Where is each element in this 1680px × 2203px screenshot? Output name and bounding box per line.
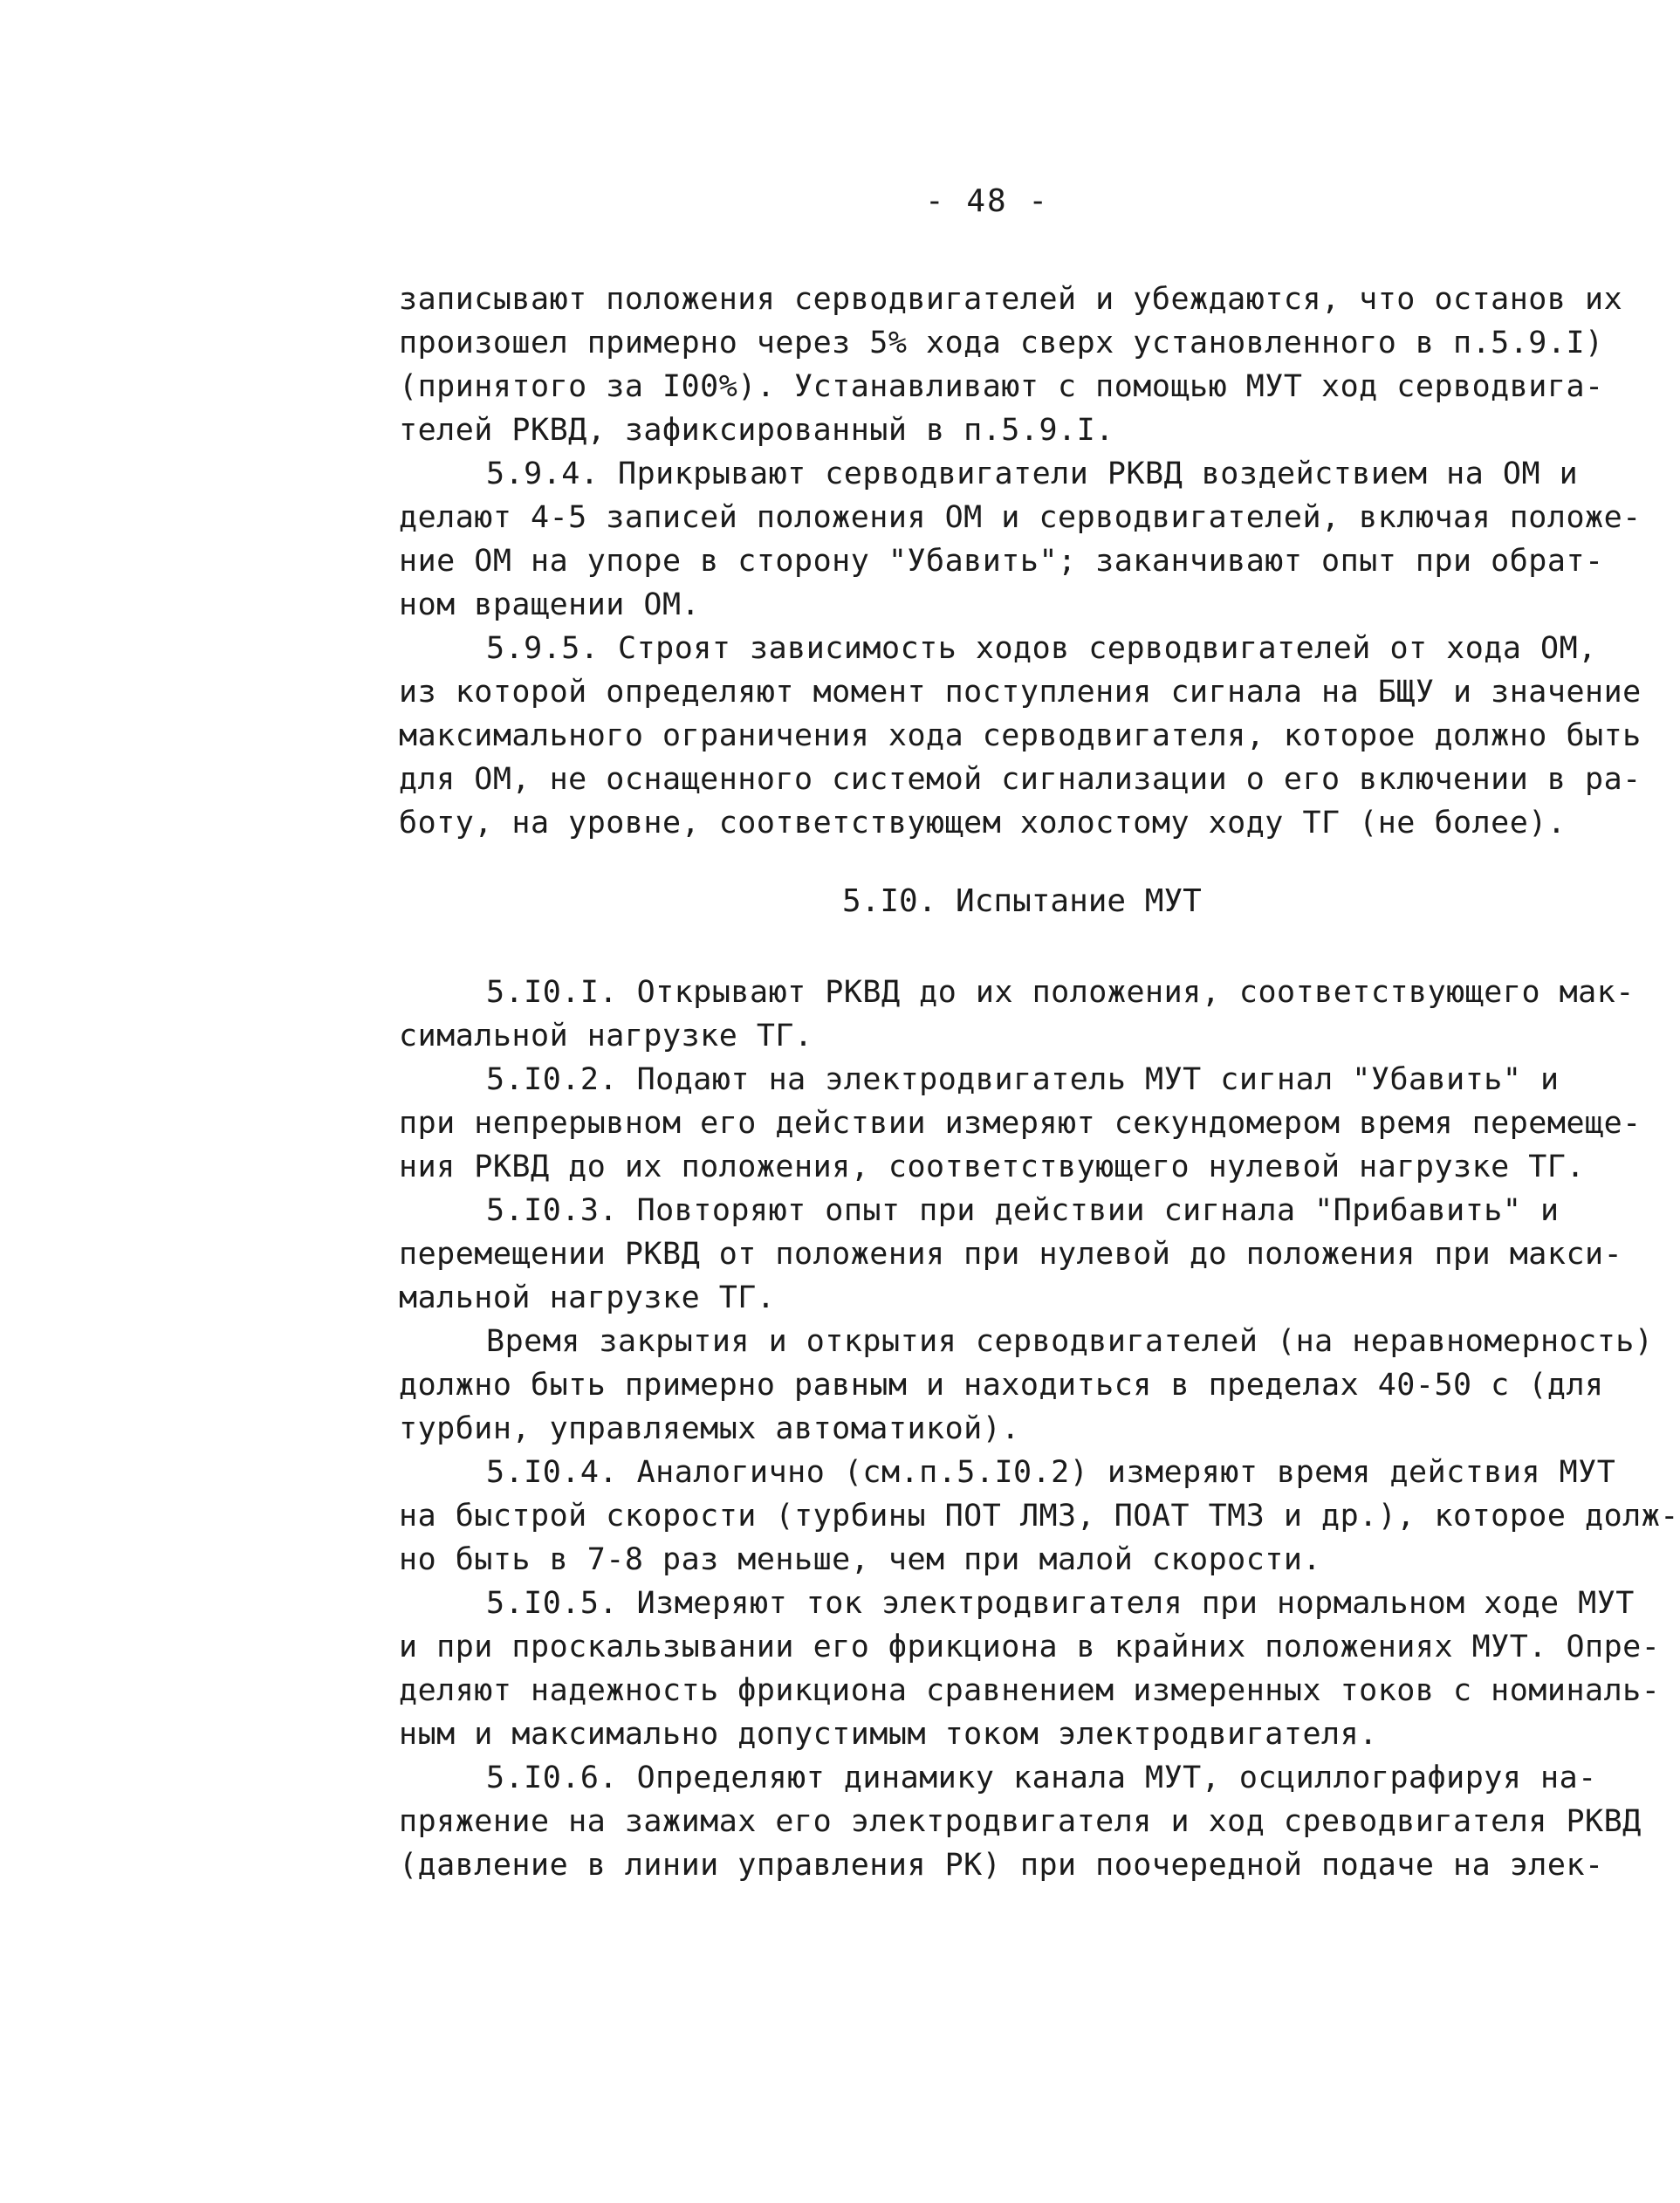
text-line: пряжение на зажимах его электродвигателя и ход среводвигателя РКВД bbox=[399, 1804, 1642, 1839]
section-heading: 5.I0. Испытание МУТ bbox=[842, 883, 1202, 919]
text-line: ние ОМ на упоре в сторону "Убавить"; заканчивают опыт при обрат- bbox=[399, 544, 1604, 579]
text-line: на быстрой скорости (турбины ПОТ ЛМЗ, ПОАТ ТМЗ и др.), которое долж- bbox=[399, 1499, 1679, 1534]
paragraph-start: 5.I0.4. Аналогично (см.п.5.I0.2) измеряют время действия МУТ bbox=[486, 1455, 1616, 1490]
text-line: должно быть примерно равным и находиться в пределах 40-50 с (для bbox=[399, 1368, 1604, 1403]
paragraph-start: 5.I0.3. Повторяют опыт при действии сигнала "Прибавить" и bbox=[486, 1193, 1560, 1228]
text-line: мальной нагрузке ТГ. bbox=[399, 1280, 776, 1315]
text-line: для ОМ, не оснащенного системой сигнализации о его включении в ра- bbox=[399, 762, 1642, 797]
text-line: симальной нагрузке ТГ. bbox=[399, 1019, 813, 1053]
text-line: (принятого за I00%). Устанавливают с помощью МУТ ход серводвига- bbox=[399, 369, 1604, 404]
text-line: ным и максимально допустимым током электродвигателя. bbox=[399, 1717, 1378, 1752]
paragraph-start: 5.9.5. Строят зависимость ходов серводвигателей от хода ОМ, bbox=[486, 631, 1597, 666]
text-line: делают 4-5 записей положения ОМ и серводвигателей, включая положе- bbox=[399, 500, 1642, 535]
text-line: записывают положения серводвигателей и убеждаются, что останов их bbox=[399, 282, 1623, 317]
paragraph-start: Время закрытия и открытия серводвигателей (на неравномерность) bbox=[486, 1324, 1654, 1359]
paragraph-start: 5.I0.I. Открывают РКВД до их положения, соответствующего мак- bbox=[486, 975, 1635, 1010]
paragraph-start: 5.9.4. Прикрывают серводвигатели РКВД воздействием на ОМ и bbox=[486, 456, 1579, 491]
text-line: при непрерывном его действии измеряют секундомером время перемеще- bbox=[399, 1106, 1642, 1141]
text-line: ном вращении ОМ. bbox=[399, 587, 701, 622]
paragraph-start: 5.I0.2. Подают на электродвигатель МУТ сигнал "Убавить" и bbox=[486, 1062, 1560, 1097]
text-line: телей РКВД, зафиксированный в п.5.9.I. bbox=[399, 413, 1114, 448]
page-number: - 48 - bbox=[925, 183, 1050, 219]
text-line: (давление в линии управления РК) при поочередной подаче на элек- bbox=[399, 1848, 1604, 1883]
text-line: максимального ограничения хода серводвигателя, которое должно быть bbox=[399, 718, 1642, 753]
text-line: произошел примерно через 5% хода сверх установленного в п.5.9.I) bbox=[399, 326, 1604, 360]
text-line: перемещении РКВД от положения при нулевой до положения при макси- bbox=[399, 1237, 1623, 1272]
text-line: но быть в 7-8 раз меньше, чем при малой скорости. bbox=[399, 1542, 1322, 1577]
text-line: и при проскальзывании его фрикциона в крайних положениях МУТ. Опре- bbox=[399, 1630, 1661, 1664]
text-line: из которой определяют момент поступления сигнала на БЩУ и значение bbox=[399, 675, 1642, 710]
text-line: деляют надежность фрикциона сравнением измеренных токов с номиналь- bbox=[399, 1673, 1661, 1708]
text-line: боту, на уровне, соответствующем холостому ходу ТГ (не более). bbox=[399, 806, 1567, 841]
text-line: турбин, управляемых автоматикой). bbox=[399, 1411, 1020, 1446]
paragraph-start: 5.I0.6. Определяют динамику канала МУТ, осциллографируя на- bbox=[486, 1760, 1597, 1795]
text-line: ния РКВД до их положения, соответствующего нулевой нагрузке ТГ. bbox=[399, 1150, 1586, 1184]
paragraph-start: 5.I0.5. Измеряют ток электродвигателя при нормальном ходе МУТ bbox=[486, 1586, 1635, 1621]
